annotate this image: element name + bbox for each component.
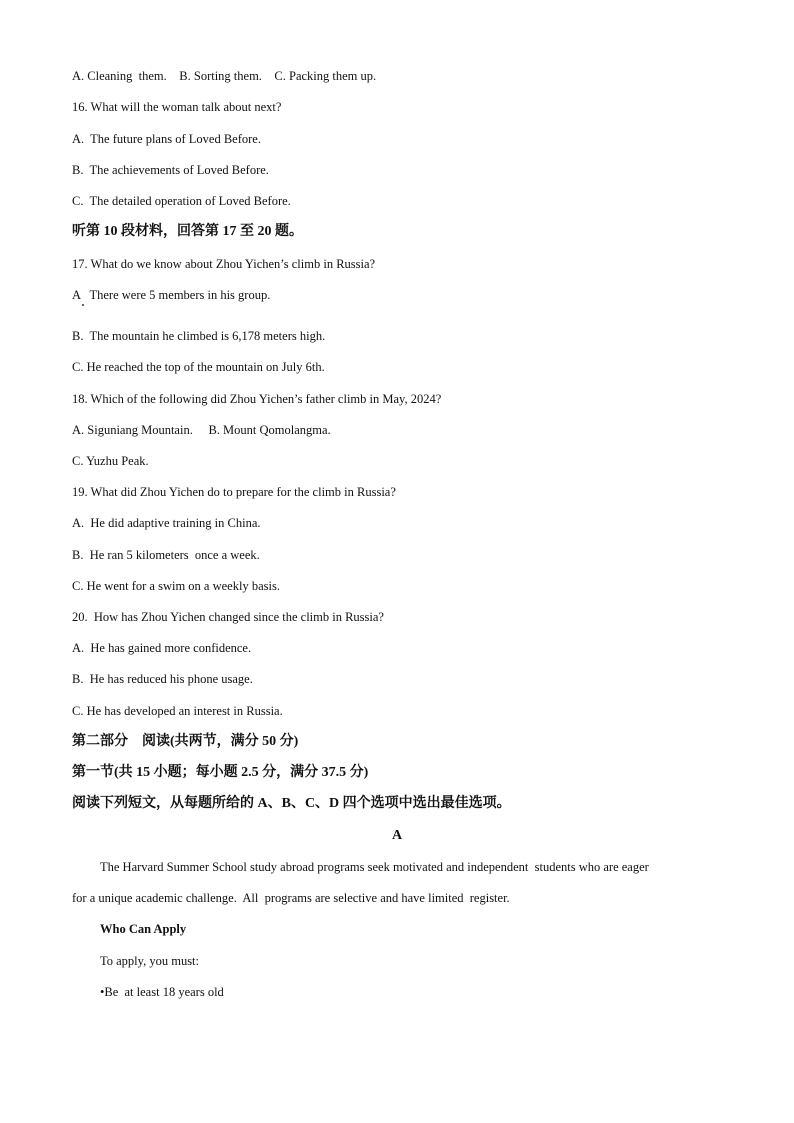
section-instruction: 听第 10 段材料，回答第 17 至 20 题。	[72, 224, 303, 239]
part-two-heading: 第二部分 阅读(共两节，满分 50 分)	[72, 734, 299, 749]
passage-letter: A	[391, 828, 403, 843]
q15-options: A. Cleaning them. B. Sorting them. C. Packing them up.	[72, 69, 377, 83]
q17-question: 17. What do we know about Zhou Yichen’s climb in Russia?	[72, 257, 376, 271]
q16-option-c: C. The detailed operation of Loved Before.	[72, 194, 291, 208]
q17-option-b: B. The mountain he climbed is 6,178 meters high.	[72, 329, 326, 343]
passage-line-2: for a unique academic challenge. All programs are selective and have limited register.	[72, 891, 510, 905]
q17-option-c: C. He reached the top of the mountain on July 6th.	[72, 360, 325, 374]
who-can-apply-heading: Who Can Apply	[100, 922, 187, 936]
q17-option-a: A There were 5 members in his group.	[72, 288, 271, 302]
reading-instruction: 阅读下列短文，从每题所给的 A、B、C、D 四个选项中选出最佳选项。	[72, 796, 511, 811]
q18-option-c: C. Yuzhu Peak.	[72, 454, 149, 468]
q19-option-b: B. He ran 5 kilometers once a week.	[72, 548, 260, 562]
q20-option-c: C. He has developed an interest in Russia.	[72, 704, 283, 718]
q16-option-b: B. The achievements of Loved Before.	[72, 163, 269, 177]
passage-line-1: The Harvard Summer School study abroad programs seek motivated and independent students who are eager	[100, 860, 649, 874]
q18-question: 18. Which of the following did Zhou Yichen’s father climb in May, 2024?	[72, 392, 442, 406]
q19-option-c: C. He went for a swim on a weekly basis.	[72, 579, 280, 593]
q19-option-a: A. He did adaptive training in China.	[72, 516, 261, 530]
q18-options-ab: A. Siguniang Mountain. B. Mount Qomolangma.	[72, 423, 331, 437]
to-apply-line: To apply, you must:	[100, 954, 200, 968]
section-one-heading: 第一节(共 15 小题；每小题 2.5 分，满分 37.5 分)	[72, 765, 369, 780]
q16-option-a: A. The future plans of Loved Before.	[72, 132, 261, 146]
q19-question: 19. What did Zhou Yichen do to prepare for the climb in Russia?	[72, 485, 396, 499]
q16-question: 16. What will the woman talk about next?	[72, 100, 282, 114]
stray-dot	[82, 304, 84, 306]
q20-question: 20. How has Zhou Yichen changed since the climb in Russia?	[72, 610, 384, 624]
q20-option-b: B. He has reduced his phone usage.	[72, 672, 253, 686]
requirement-bullet: •Be at least 18 years old	[100, 985, 224, 999]
q20-option-a: A. He has gained more confidence.	[72, 641, 252, 655]
